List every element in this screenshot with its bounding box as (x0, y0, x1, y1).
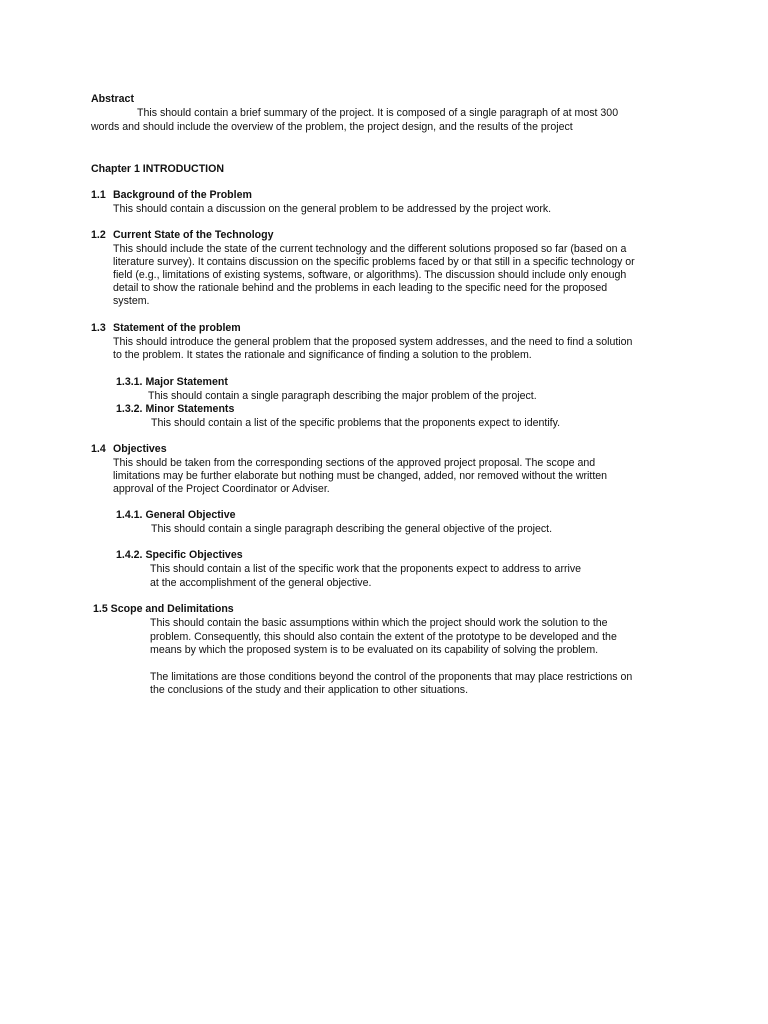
abstract-line-2: words and should include the overview of the problem, the project design, and the results of the project (91, 121, 573, 133)
section-1-4-2-line-2: at the accomplishment of the general objective. (150, 577, 372, 589)
section-1-2-line-5: system. (113, 295, 150, 307)
section-1-3-line-2: to the problem. It states the rationale and significance of finding a solution to the problem. (113, 349, 532, 361)
section-1-2-number: 1.2 (91, 229, 106, 241)
section-1-1-number: 1.1 (91, 189, 106, 201)
section-1-5-para1-line-1: This should contain the basic assumptions within which the project should work the solution to the (150, 617, 608, 629)
abstract-line-1: This should contain a brief summary of the project. It is composed of a single paragraph of at most 300 (137, 107, 619, 119)
section-1-2-line-2: literature survey). It contains discussion on the specific problems faced by or that still in a specific technology or (113, 256, 635, 268)
section-1-2-title: Current State of the Technology (113, 229, 274, 241)
chapter-heading: Chapter 1 INTRODUCTION (91, 163, 225, 175)
abstract-heading: Abstract (91, 93, 134, 105)
section-1-4-line-1: This should be taken from the corresponding sections of the approved project proposal. The scope and (113, 457, 596, 469)
section-1-4-line-3: approval of the Project Coordinator or Adviser. (113, 483, 330, 495)
section-1-3-1-text: This should contain a single paragraph describing the major problem of the project. (148, 390, 537, 402)
section-1-4-2-line-1: This should contain a list of the specific work that the proponents expect to address to arrive (150, 563, 582, 575)
section-1-4-1-text: This should contain a single paragraph describing the general objective of the project. (151, 523, 553, 535)
section-1-5-para2-line-1: The limitations are those conditions beyond the control of the proponents that may place restrictions on (150, 671, 633, 683)
section-1-5-para1-line-3: means by which the proposed system is to be evaluated on its capability of solving the problem. (150, 644, 599, 656)
section-1-4-2-title: 1.4.2. Specific Objectives (116, 549, 243, 561)
section-1-1-line-1: This should contain a discussion on the general problem to be addressed by the project work. (113, 203, 552, 215)
section-1-3-number: 1.3 (91, 322, 106, 334)
section-1-1-title: Background of the Problem (113, 189, 252, 201)
section-1-3-2-text: This should contain a list of the specific problems that the proponents expect to identify. (151, 417, 561, 429)
section-1-2-line-3: field (e.g., limitations of existing systems, software, or algorithms). The discussion should include only enough (113, 269, 627, 281)
section-1-3-title: Statement of the problem (113, 322, 241, 334)
section-1-2-line-4: detail to show the rationale behind and the problems in each leading to the specific need for the proposed (113, 282, 608, 294)
section-1-4-number: 1.4 (91, 443, 106, 455)
section-1-4-title: Objectives (113, 443, 167, 455)
section-1-3-1-title: 1.3.1. Major Statement (116, 376, 228, 388)
section-1-4-1-title: 1.4.1. General Objective (116, 509, 236, 521)
section-1-3-2-title: 1.3.2. Minor Statements (116, 403, 235, 415)
section-1-5-para2-line-2: the conclusions of the study and their application to other situations. (150, 684, 469, 696)
section-1-5-para1-line-2: problem. Consequently, this should also contain the extent of the prototype to be developed and the (150, 631, 617, 643)
section-1-3-line-1: This should introduce the general problem that the proposed system addresses, and the need to find a solution (113, 336, 633, 348)
section-1-5-title: 1.5 Scope and Delimitations (93, 603, 234, 615)
section-1-2-line-1: This should include the state of the current technology and the different solutions proposed so far (based on a (113, 243, 627, 255)
section-1-4-line-2: limitations may be further elaborate but nothing must be changed, added, nor removed without the written (113, 470, 608, 482)
